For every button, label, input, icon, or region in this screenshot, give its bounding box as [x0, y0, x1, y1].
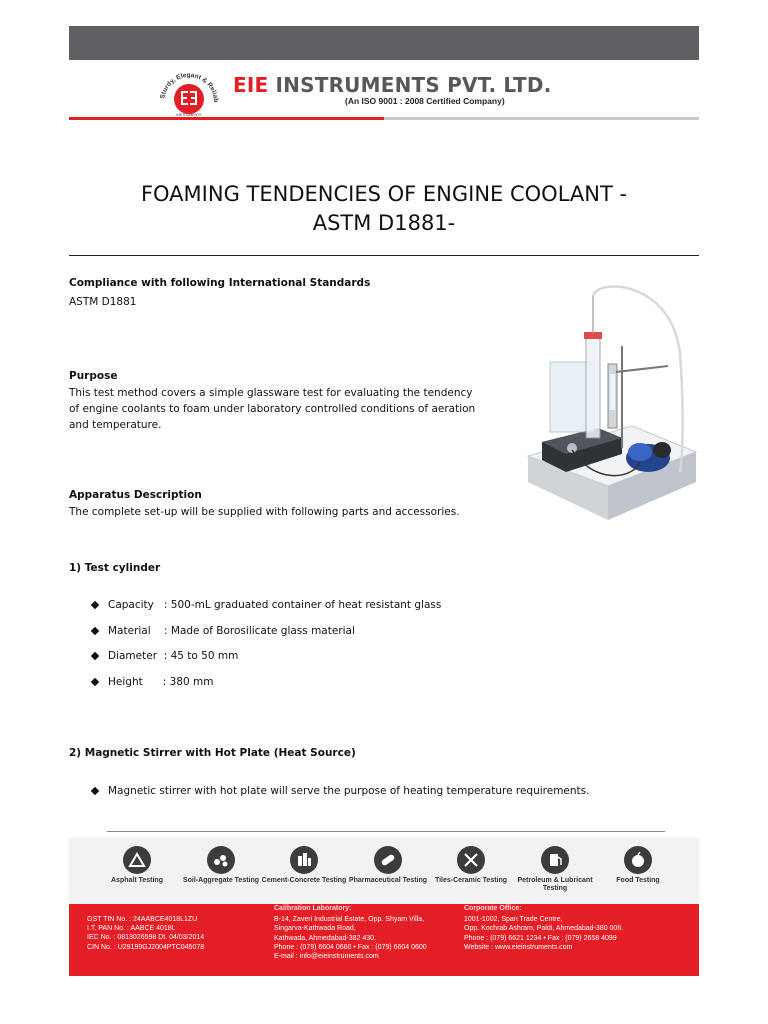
category-soil-aggregate — [176, 846, 266, 885]
category-label: Soil-Aggregate Testing — [182, 877, 260, 884]
page-title-line-2: ASTM D1881- — [312, 211, 456, 235]
asphalt-icon — [123, 846, 151, 874]
list-item-text: Material : Made of Borosilicate glass material — [108, 624, 355, 637]
title-divider — [69, 255, 699, 256]
section-2-list — [92, 785, 589, 811]
cement-concrete-icon — [290, 846, 318, 874]
address-line: Singarva-Kathwada Road, — [274, 925, 356, 933]
purpose-line: This test method covers a simple glassware test for evaluating the tendency — [69, 387, 473, 399]
header-rule-grey — [384, 117, 699, 120]
list-item-text: Height : 380 mm — [108, 675, 214, 688]
address-line: 1001-1002, Span Trade Centre, — [464, 916, 563, 924]
company-name-rest: INSTRUMENTS PVT. LTD. — [268, 73, 552, 97]
category-label: Pharmaceutical Testing — [348, 877, 428, 884]
corporate-office-address — [464, 904, 623, 952]
list-item — [92, 785, 589, 811]
address-line: Phone : (079) 6621 1234 • Fax : (079) 2658 4099 — [464, 934, 617, 942]
category-label: Food Testing — [616, 877, 660, 884]
bullet-icon — [91, 601, 99, 609]
category-label: Asphalt Testing — [111, 877, 163, 884]
identifier-line: IEC No. : 0813026598 Dt. 04/03/2014 — [87, 934, 205, 942]
category-asphalt — [92, 846, 182, 885]
corporate-office-heading: Corporate Office: — [464, 905, 522, 912]
list-item-text: Magnetic stirrer with hot plate will serve the purpose of heating temperature requirements. — [108, 785, 590, 797]
category-label: Tiles-Ceramic Testing — [434, 877, 508, 884]
category-cement-concrete — [259, 846, 349, 885]
identifier-line: I.T. PAN No. : AABCE 4018L — [87, 925, 176, 933]
header-rule-red — [69, 117, 384, 120]
address-line: Phone : (079) 6604 0660 • Fax : (079) 6604 0600 — [274, 943, 427, 951]
compliance-text: ASTM D1881 — [69, 296, 137, 308]
purpose-heading: Purpose — [69, 370, 118, 382]
list-item — [92, 650, 441, 676]
list-item — [92, 625, 441, 651]
purpose-line: of engine coolants to foam under laboratory controlled conditions of aeration — [69, 403, 476, 415]
footer-categories — [69, 838, 699, 904]
footer-divider — [107, 831, 665, 832]
category-petroleum-lubricant — [510, 846, 600, 893]
logo-ring-text: Sturdy, Elegant & Reliab — [159, 71, 220, 103]
header-band — [69, 26, 699, 60]
company-name — [233, 73, 552, 97]
purpose-line: and temperature. — [69, 419, 162, 431]
identifier-line: GST TIN No. : 24AABCE4018L1ZU — [87, 916, 198, 923]
identifier-line: CIN No. : U29199GJ2004PTC045078 — [87, 943, 205, 951]
list-item — [92, 599, 441, 625]
purpose-text — [69, 385, 475, 433]
apparatus-image — [512, 276, 700, 528]
bullet-icon — [91, 787, 99, 795]
company-logo — [156, 66, 222, 116]
category-food — [593, 846, 683, 885]
logo-inner-text: INSTRUMENTS — [176, 113, 202, 116]
website-link[interactable]: Website : www.eieinstruments.com — [464, 943, 573, 951]
page-title-line-1: FOAMING TENDENCIES OF ENGINE COOLANT - — [140, 182, 628, 206]
list-item-text: Diameter : 45 to 50 mm — [108, 650, 239, 662]
apparatus-text: The complete set-up will be supplied with following parts and accessories. — [69, 506, 460, 518]
address-line: Kathwada, Ahmedabad-382 430. — [274, 934, 376, 942]
bullet-icon — [91, 677, 99, 685]
apparatus-heading: Apparatus Description — [69, 489, 202, 501]
bullet-icon — [91, 626, 99, 634]
fuel-pump-icon — [541, 846, 569, 874]
company-identifiers — [87, 915, 204, 952]
category-pharmaceutical — [343, 846, 433, 885]
list-item — [92, 676, 441, 702]
company-certification: (An ISO 9001 : 2008 Certified Company) — [345, 96, 505, 106]
section-1-heading: 1) Test cylinder — [69, 562, 161, 574]
category-label: Cement-Concrete Testing — [261, 877, 347, 884]
section-2-heading: 2) Magnetic Stirrer with Hot Plate (Heat Source) — [69, 747, 356, 759]
compliance-heading: Compliance with following International Standards — [69, 277, 371, 289]
address-line: Opp. Kochrab Ashram, Paldi, Ahmedabad-380 006. — [464, 925, 624, 933]
email-link[interactable]: E-mail : info@eieinstruments.com — [274, 953, 379, 961]
soil-aggregate-icon — [207, 846, 235, 874]
company-name-prefix: EIE — [233, 73, 269, 97]
list-item-text: Capacity : 500-mL graduated container of heat resistant glass — [108, 599, 442, 611]
category-label: Petroleum & Lubricant Testing — [517, 877, 593, 892]
address-line: B-14, Zaveri Industrial Estate, Opp. Shyam Villa, — [274, 916, 425, 924]
calibration-lab-address — [274, 904, 427, 961]
category-tiles-ceramic — [426, 846, 516, 885]
page-title — [69, 180, 699, 238]
section-1-list — [92, 599, 441, 701]
calibration-lab-heading: Calibration Laboratory: — [274, 905, 352, 912]
footer-contact-band — [69, 904, 699, 976]
tiles-ceramic-icon — [457, 846, 485, 874]
bullet-icon — [91, 652, 99, 660]
food-icon — [624, 846, 652, 874]
pill-icon — [374, 846, 402, 874]
